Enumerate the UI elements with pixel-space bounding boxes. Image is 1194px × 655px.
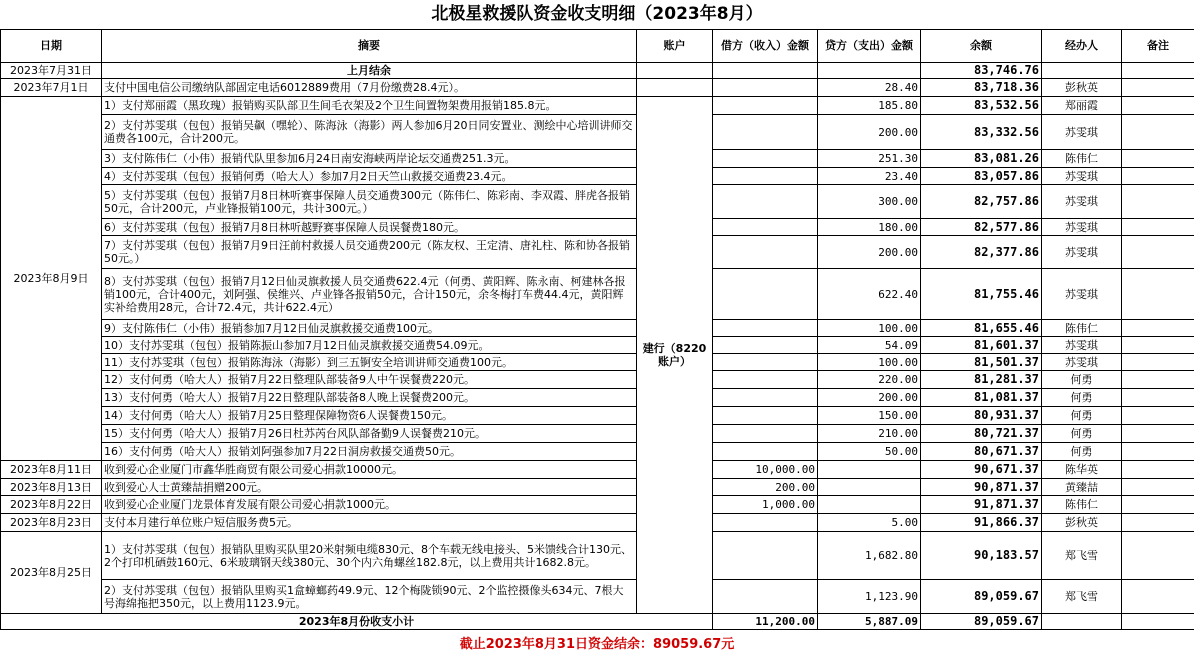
row-date: 2023年8月11日 — [1, 461, 102, 479]
row-debit — [713, 79, 818, 97]
row-summary: 10）支付苏雯琪（包包）报销陈振山参加7月12日仙灵旗救援交通费54.09元。 — [102, 337, 637, 354]
row-date: 2023年8月9日 — [1, 97, 102, 461]
table-row: 14）支付何勇（哈大人）报销7月25日整理保障物资6人误餐费150元。 150.00 80,931.37 何勇 — [1, 407, 1194, 425]
subtotal-credit: 5,887.09 — [818, 614, 921, 630]
row-summary: 5）支付苏雯琪（包包）报销7月8日林听赛事保障人员交通费300元（陈伟仁、陈彩南、李双霞、胖虎各报销50元，合计200元，卢业锋报销100元，共计300元。） — [102, 185, 637, 219]
table-row: 11）支付苏雯琪（包包）报销陈海泳（海影）到三五锕安全培训讲师交通费100元。 100.00 81,501.37 苏雯琪 — [1, 354, 1194, 371]
row-summary: 15）支付何勇（哈大人）报销7月26日杜苏芮台风队部备勤9人误餐费210元。 — [102, 425, 637, 443]
row-balance: 83,718.36 — [921, 79, 1042, 97]
table-row: 2）支付苏雯琪（包包）报销吴飙（嘿轮）、陈海泳（海影）两人参加6月20日同安置业、测绘中心培训讲师交通费各100元，合计200元。 200.00 83,332.56 苏雯琪 — [1, 115, 1194, 150]
header-credit: 贷方（支出）金额 — [818, 30, 921, 63]
opening-row — [1, 63, 1194, 79]
table-row: 12）支付何勇（哈大人）报销7月22日整理队部装备9人中午误餐费220元。 220.00 81,281.37 何勇 — [1, 371, 1194, 389]
row-date: 2023年8月23日 — [1, 514, 102, 532]
header-balance: 余额 — [921, 30, 1042, 63]
table-row: 15）支付何勇（哈大人）报销7月26日杜苏芮台风队部备勤9人误餐费210元。 210.00 80,721.37 何勇 — [1, 425, 1194, 443]
header-summary: 摘要 — [102, 30, 637, 63]
table-row: 2）支付苏雯琪（包包）报销队里购买1盒蟑螂药49.9元、12个梅陇锁90元、2个监控摄像头634元、7根大号海绵拖把350元，以上费用1123.9元。 1,123.90 89,059.67 郑飞雪 — [1, 580, 1194, 614]
table-row: 13）支付何勇（哈大人）报销7月22日整理队部装备8人晚上误餐费200元。 200.00 81,081.37 何勇 — [1, 389, 1194, 407]
row-summary: 1）支付郑丽霞（黑玫瑰）报销购买队部卫生间毛衣架及2个卫生间置物架费用报销185.8元。 — [102, 97, 637, 115]
ledger-table — [0, 29, 1194, 630]
table-row: 2023年8月23日 支付本月建行单位账户短信服务费5元。 5.00 91,866.37 彭秋英 — [1, 514, 1194, 532]
table-row: 2023年8月22日 收到爱心企业厦门龙景体育发展有限公司爱心捐款1000元。 1,000.00 91,871.37 陈伟仁 — [1, 496, 1194, 514]
opening-balance: 83,746.76 — [921, 63, 1042, 79]
table-row: 9）支付陈伟仁（小伟）报销参加7月12日仙灵旗救援交通费100元。 100.00 81,655.46 陈伟仁 — [1, 320, 1194, 337]
row-summary: 支付本月建行单位账户短信服务费5元。 — [102, 514, 637, 532]
table-row: 10）支付苏雯琪（包包）报销陈振山参加7月12日仙灵旗救援交通费54.09元。 54.09 81,601.37 苏雯琪 — [1, 337, 1194, 354]
row-summary: 14）支付何勇（哈大人）报销7月25日整理保障物资6人误餐费150元。 — [102, 407, 637, 425]
subtotal-debit: 11,200.00 — [713, 614, 818, 630]
row-summary: 支付中国电信公司缴纳队部固定电话6012889费用（7月份缴费28.4元）。 — [102, 79, 637, 97]
header-date: 日期 — [1, 30, 102, 63]
row-summary: 9）支付陈伟仁（小伟）报销参加7月12日仙灵旗救援交通费100元。 — [102, 320, 637, 337]
table-row: 4）支付苏雯琪（包包）报销何勇（哈大人）参加7月2日天竺山救援交通费23.4元。 23.40 83,057.86 苏雯琪 — [1, 168, 1194, 185]
table-row: 2023年8月13日 收到爱心人士黄臻喆捐赠200元。 200.00 90,871.37 黄臻喆 — [1, 479, 1194, 496]
row-summary: 6）支付苏雯琪（包包）报销7月8日林听越野赛事保障人员误餐费180元。 — [102, 219, 637, 236]
subtotal-row — [1, 614, 1194, 630]
header-row — [1, 30, 1194, 63]
row-summary: 11）支付苏雯琪（包包）报销陈海泳（海影）到三五锕安全培训讲师交通费100元。 — [102, 354, 637, 371]
header-account: 账户 — [637, 30, 713, 63]
table-row: 2023年8月25日 1）支付苏雯琪（包包）报销队里购买队里20米射频电缆830元、8个车载无线电接头、5米馈线合计130元、2个打印机硒鼓160元、6米玻璃钢天线380元、30个内六角螺丝182.8元，以上费用共计1682.8元。 1,682.80 90,183.57 郑飞雪 — [1, 532, 1194, 580]
table-row: 6）支付苏雯琪（包包）报销7月8日林听越野赛事保障人员误餐费180元。 180.00 82,577.86 苏雯琪 — [1, 219, 1194, 236]
table-row — [1, 79, 1194, 97]
row-summary: 收到爱心人士黄臻喆捐赠200元。 — [102, 479, 637, 496]
table-row: 5）支付苏雯琪（包包）报销7月8日林听赛事保障人员交通费300元（陈伟仁、陈彩南、李双霞、胖虎各报销50元，合计200元，卢业锋报销100元，共计300元。） 300.00 82,757.86 苏雯琪 — [1, 185, 1194, 219]
row-date: 2023年8月22日 — [1, 496, 102, 514]
row-summary: 12）支付何勇（哈大人）报销7月22日整理队部装备9人中午误餐费220元。 — [102, 371, 637, 389]
row-date: 2023年7月1日 — [1, 79, 102, 97]
row-credit: 28.40 — [818, 79, 921, 97]
table-row: 2023年8月11日 收到爱心企业厦门市鑫华胜商贸有限公司爱心捐款10000元。 10,000.00 90,671.37 陈华英 — [1, 461, 1194, 479]
header-handler: 经办人 — [1042, 30, 1122, 63]
row-summary: 收到爱心企业厦门龙景体育发展有限公司爱心捐款1000元。 — [102, 496, 637, 514]
subtotal-label: 2023年8月份收支小计 — [1, 614, 713, 630]
row-summary: 4）支付苏雯琪（包包）报销何勇（哈大人）参加7月2日天竺山救援交通费23.4元。 — [102, 168, 637, 185]
account-cell: 建行（8220账户） — [637, 97, 713, 614]
table-row: 2023年8月9日 1）支付郑丽霞（黑玫瑰）报销购买队部卫生间毛衣架及2个卫生间置物架费用报销185.8元。 建行（8220账户） 185.80 83,532.56 郑丽霞 — [1, 97, 1194, 115]
row-summary: 1）支付苏雯琪（包包）报销队里购买队里20米射频电缆830元、8个车载无线电接头、5米馈线合计130元、2个打印机硒鼓160元、6米玻璃钢天线380元、30个内六角螺丝182.8元，以上费用共计1682.8元。 — [102, 532, 637, 580]
row-date: 2023年8月13日 — [1, 479, 102, 496]
opening-date: 2023年7月31日 — [1, 63, 102, 79]
row-summary: 8）支付苏雯琪（包包）报销7月12日仙灵旗救援人员交通费622.4元（何勇、黄阳辉、陈永南、柯建林各报销100元，合计400元，刘阿强、侯维兴、卢业锋各报销50元，合计150元，余冬梅打车费44.4元，黄阳辉实补给费用28元，合计72.4元，共计622.4元） — [102, 269, 637, 320]
row-handler: 彭秋英 — [1042, 79, 1122, 97]
row-summary: 13）支付何勇（哈大人）报销7月22日整理队部装备8人晚上误餐费200元。 — [102, 389, 637, 407]
closing-balance-note: 截止2023年8月31日资金结余：89059.67元 — [459, 637, 735, 652]
table-row: 3）支付陈伟仁（小伟）报销代队里参加6月24日南安海峡两岸论坛交通费251.3元。 251.30 83,081.26 陈伟仁 — [1, 150, 1194, 168]
table-row: 8）支付苏雯琪（包包）报销7月12日仙灵旗救援人员交通费622.4元（何勇、黄阳辉、陈永南、柯建林各报销100元，合计400元，刘阿强、侯维兴、卢业锋各报销50元，合计150元，余冬梅打车费44.4元，黄阳辉实补给费用28元，合计72.4元，共计622.4元） 622.40 81,755.46 苏雯琪 — [1, 269, 1194, 320]
row-date: 2023年8月25日 — [1, 532, 102, 614]
table-row: 7）支付苏雯琪（包包）报销7月9日汪前村救援人员交通费200元（陈友权、王定清、唐礼柱、陈和协各报销50元。） 200.00 82,377.86 苏雯琪 — [1, 236, 1194, 269]
opening-summary: 上月结余 — [102, 63, 637, 79]
row-summary: 收到爱心企业厦门市鑫华胜商贸有限公司爱心捐款10000元。 — [102, 461, 637, 479]
page-title: 北极星救援队资金收支明细（2023年8月） — [431, 4, 763, 24]
table-row: 16）支付何勇（哈大人）报销刘阿强参加7月22日洞房救援交通费50元。 50.00 80,671.37 何勇 — [1, 443, 1194, 461]
row-summary: 2）支付苏雯琪（包包）报销吴飙（嘿轮）、陈海泳（海影）两人参加6月20日同安置业、测绘中心培训讲师交通费各100元，合计200元。 — [102, 115, 637, 150]
header-remark: 备注 — [1122, 30, 1194, 63]
subtotal-balance: 89,059.67 — [921, 614, 1042, 630]
row-summary: 3）支付陈伟仁（小伟）报销代队里参加6月24日南安海峡两岸论坛交通费251.3元。 — [102, 150, 637, 168]
row-summary: 16）支付何勇（哈大人）报销刘阿强参加7月22日洞房救援交通费50元。 — [102, 443, 637, 461]
row-summary: 2）支付苏雯琪（包包）报销队里购买1盒蟑螂药49.9元、12个梅陇锁90元、2个监控摄像头634元、7根大号海绵拖把350元，以上费用1123.9元。 — [102, 580, 637, 614]
header-debit: 借方（收入）金额 — [713, 30, 818, 63]
row-summary: 7）支付苏雯琪（包包）报销7月9日汪前村救援人员交通费200元（陈友权、王定清、唐礼柱、陈和协各报销50元。） — [102, 236, 637, 269]
